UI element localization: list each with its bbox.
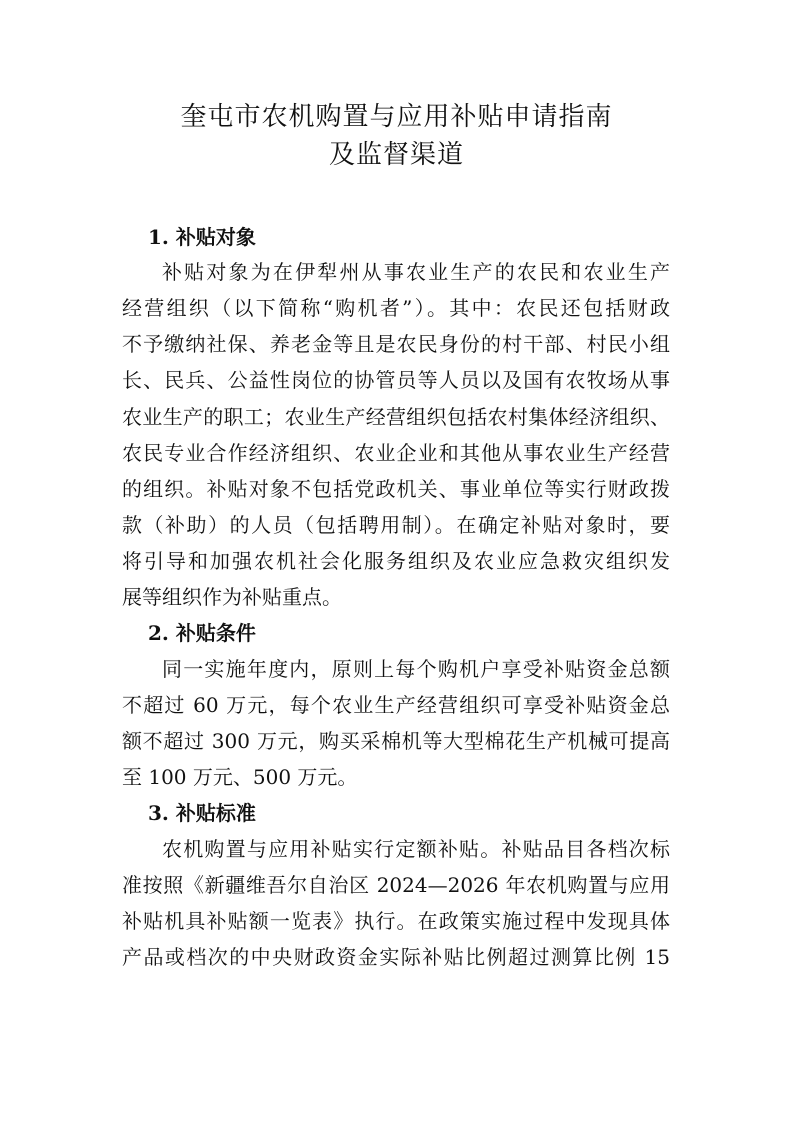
paragraph-line: 款（补助）的人员（包括聘用制）。在确定补贴对象时，要 xyxy=(122,513,670,537)
paragraph-line: 的组织。补贴对象不包括党政机关、事业单位等实行财政拨 xyxy=(122,477,670,501)
paragraph-line: 准按照《新疆维吾尔自治区 2024—2026 年农机购置与应用 xyxy=(122,873,670,897)
paragraph-line: 不予缴纳社保、养老金等且是农民身份的村干部、村民小组 xyxy=(122,332,670,356)
paragraph-line: 农民专业合作经济组织、农业企业和其他从事农业生产经营 xyxy=(122,441,670,465)
paragraph-line: 经营组织（以下简称“购机者”）。其中：农民还包括财政 xyxy=(122,296,670,320)
paragraph-line: 展等组织作为补贴重点。 xyxy=(122,585,342,609)
section-heading-subsidy-conditions: 2. 补贴条件 xyxy=(148,621,256,645)
paragraph-line: 农业生产的职工；农业生产经营组织包括农村集体经济组织、 xyxy=(122,405,670,429)
paragraph-line: 同一实施年度内，原则上每个购机户享受补贴资金总额 xyxy=(162,657,670,681)
paragraph-line: 不超过 60 万元，每个农业生产经营组织可享受补贴资金总 xyxy=(122,693,670,717)
paragraph-line: 农机购置与应用补贴实行定额补贴。补贴品目各档次标 xyxy=(162,837,670,861)
paragraph-line: 将引导和加强农机社会化服务组织及农业应急救灾组织发 xyxy=(122,549,670,573)
paragraph-line: 补贴对象为在伊犁州从事农业生产的农民和农业生产 xyxy=(162,260,670,284)
paragraph-line: 补贴机具补贴额一览表》执行。在政策实施过程中发现具体 xyxy=(122,909,670,933)
paragraph-line: 至 100 万元、500 万元。 xyxy=(122,765,358,789)
section-heading-subsidy-standards: 3. 补贴标准 xyxy=(148,801,256,825)
section-heading-subsidy-recipients: 1. 补贴对象 xyxy=(148,225,256,249)
paragraph-line: 长、民兵、公益性岗位的协管员等人员以及国有农牧场从事 xyxy=(122,368,670,392)
document-title-line-1: 奎屯市农机购置与应用补贴申请指南 xyxy=(180,102,613,132)
paragraph-line: 额不超过 300 万元，购买采棉机等大型棉花生产机械可提高 xyxy=(122,729,670,753)
document-title-line-2: 及监督渠道 xyxy=(328,140,464,170)
paragraph-line: 产品或档次的中央财政资金实际补贴比例超过测算比例 15 xyxy=(122,945,670,969)
